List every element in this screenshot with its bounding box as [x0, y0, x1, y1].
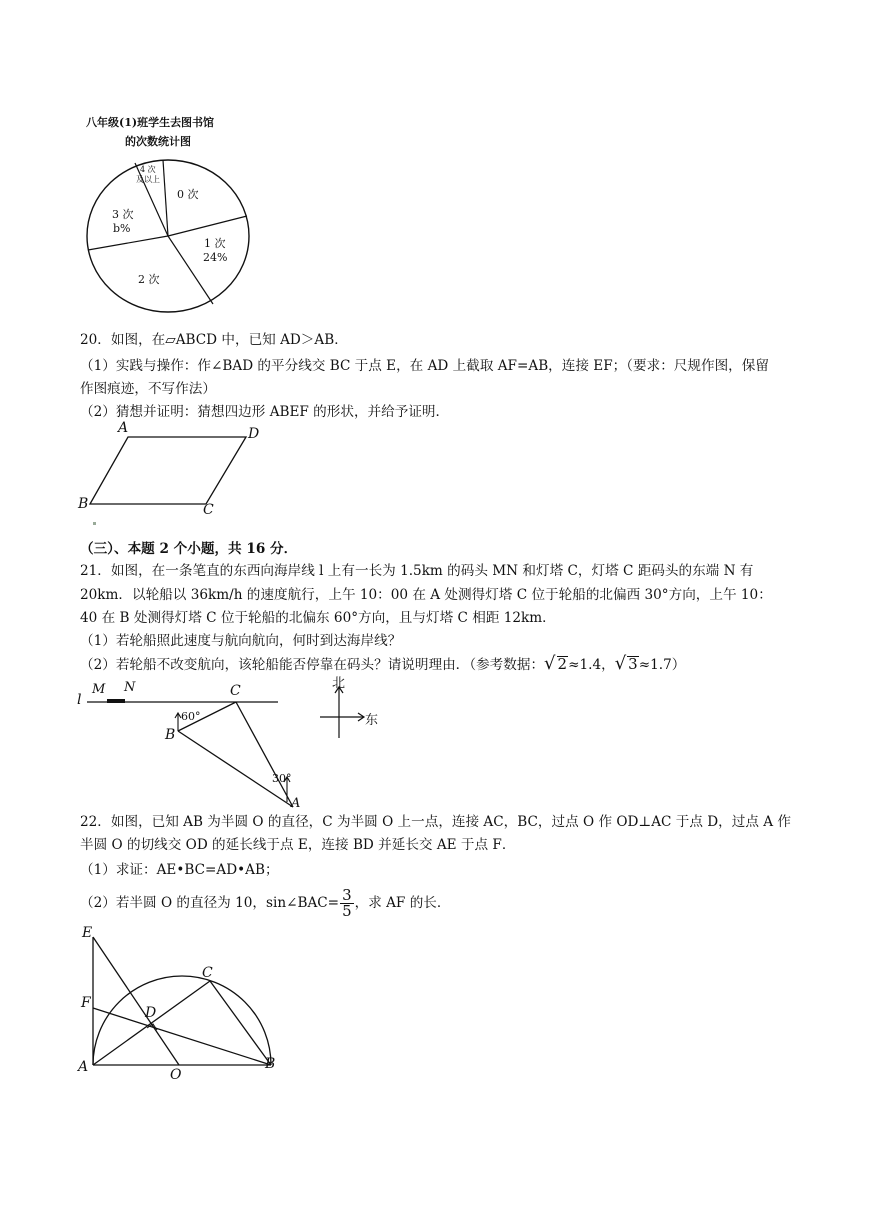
pie-chart-svg — [80, 108, 260, 313]
q20-part1-line1: （1）实践与操作：作∠BAD 的平分线交 BC 于点 E，在 AD 上截取 AF=AB，连接 EF；（要求：尺规作图，保留 — [80, 358, 769, 374]
label-d: D — [248, 426, 260, 442]
q22-part2-before: （2）若半圆 O 的直径为 10，sin∠BAC= — [80, 895, 340, 911]
segment-ca — [236, 702, 293, 807]
label-b: B — [78, 496, 89, 512]
sqrt-sign: √ — [544, 653, 556, 674]
approx2: ≈1.7） — [638, 657, 686, 673]
fraction-numerator: 3 — [342, 886, 352, 904]
q21-line2: 20km．以轮船以 36km/h 的速度航行，上午 10：00 在 A 处测得灯塔 C 位于轮船的北偏西 30°方向，上午 10： — [80, 587, 772, 603]
label-o: O — [170, 1067, 182, 1083]
label-b: B — [265, 1056, 276, 1072]
label-b: B — [165, 727, 176, 743]
compass-east-label: 东 — [365, 713, 379, 728]
pie-title-line1: 八年级(1)班学生去图书馆 — [86, 116, 215, 129]
pie-label-three-pct: b% — [113, 222, 131, 235]
approx1: ≈1.4， — [568, 657, 615, 673]
parallelogram-figure — [78, 420, 278, 530]
semicircle-figure — [75, 925, 285, 1085]
label-c: C — [202, 965, 213, 981]
segment-ba — [178, 731, 293, 807]
semicircle-arc — [93, 976, 271, 1065]
label-a: A — [291, 796, 301, 811]
q22-part2 — [80, 888, 450, 919]
pie-chart-figure — [80, 108, 260, 313]
sqrt-sign: √ — [614, 653, 627, 674]
segment-fb — [93, 1008, 271, 1065]
pie-divider-1 — [163, 160, 168, 236]
label-a: A — [78, 1059, 89, 1075]
label-c: C — [203, 502, 214, 518]
label-f: F — [81, 995, 91, 1011]
q20-part2: （2）猜想并证明：猜想四边形 ABEF 的形状，并给予证明． — [80, 404, 450, 420]
pie-label-three: 3 次 — [112, 208, 134, 221]
pie-divider-4 — [88, 236, 168, 250]
pie-divider-2 — [168, 216, 247, 236]
label-d: D — [145, 1005, 157, 1021]
fraction-3-5 — [340, 888, 354, 919]
segment-cb — [210, 981, 271, 1065]
label-m: M — [92, 682, 106, 697]
q22-part1: （1）求证：AE•BC=AD•AB； — [80, 862, 279, 878]
angle-60-label: 60° — [181, 710, 201, 723]
q20-stem: 20．如图，在▱ABCD 中，已知 AD＞AB． — [80, 332, 348, 348]
q21-line3: 40 在 B 处测得灯塔 C 位于轮船的北偏东 60°方向，且与灯塔 C 相距 12km． — [80, 610, 556, 626]
q22-line2: 半圆 O 的切线交 OD 的延长线于点 E，连接 BD 并延长交 AE 于点 F． — [80, 837, 516, 853]
coastline-figure — [75, 672, 415, 812]
label-n: N — [124, 680, 136, 695]
figure-dot — [93, 522, 96, 525]
pie-title-line2: 的次数统计图 — [125, 135, 191, 148]
sqrt3-value: 3 — [628, 655, 638, 673]
q21-part1: （1）若轮船照此速度与航向航向，何时到达海岸线？ — [80, 633, 402, 649]
label-e: E — [82, 925, 93, 941]
q22-line1: 22．如图，已知 AB 为半圆 O 的直径，C 为半圆 O 上一点，连接 AC，BC，过点 O 作 OD⊥AC 于点 D，过点 A 作 — [80, 814, 791, 830]
fraction-denominator: 5 — [342, 902, 352, 920]
section3-heading: （三）、本题 2 个小题，共 16 分． — [80, 541, 298, 557]
compass-north-label: 北 — [332, 676, 346, 691]
q22-part2-after: ，求 AF 的长． — [354, 895, 451, 911]
pie-label-zero: 0 次 — [177, 188, 199, 201]
label-l: l — [77, 692, 82, 708]
angle-30-label: 30° — [272, 772, 292, 785]
label-a: A — [118, 420, 129, 436]
semicircle-svg — [75, 925, 285, 1085]
sqrt2-value: 2 — [557, 655, 568, 673]
pie-label-two: 2 次 — [138, 273, 160, 286]
q21-line1: 21．如图，在一条笔直的东西向海岸线 l 上有一长为 1.5km 的码头 MN 和灯塔 C，灯塔 C 距码头的东端 N 有 — [80, 563, 754, 579]
parallelogram-abcd — [90, 437, 246, 504]
pie-label-four: 4 次 — [140, 165, 156, 174]
q21-part2-text: （2）若轮船不改变航向，该轮船能否停靠在码头？请说明理由．（参考数据： — [80, 657, 545, 673]
q20-part1-line2: 作图痕迹，不写作法） — [80, 381, 216, 397]
pie-label-one-pct: 24% — [203, 251, 228, 264]
label-c: C — [230, 683, 241, 699]
pie-label-one: 1 次 — [204, 237, 226, 250]
segment-eo — [93, 937, 179, 1065]
pie-label-four-sub: 及以上 — [136, 175, 160, 184]
